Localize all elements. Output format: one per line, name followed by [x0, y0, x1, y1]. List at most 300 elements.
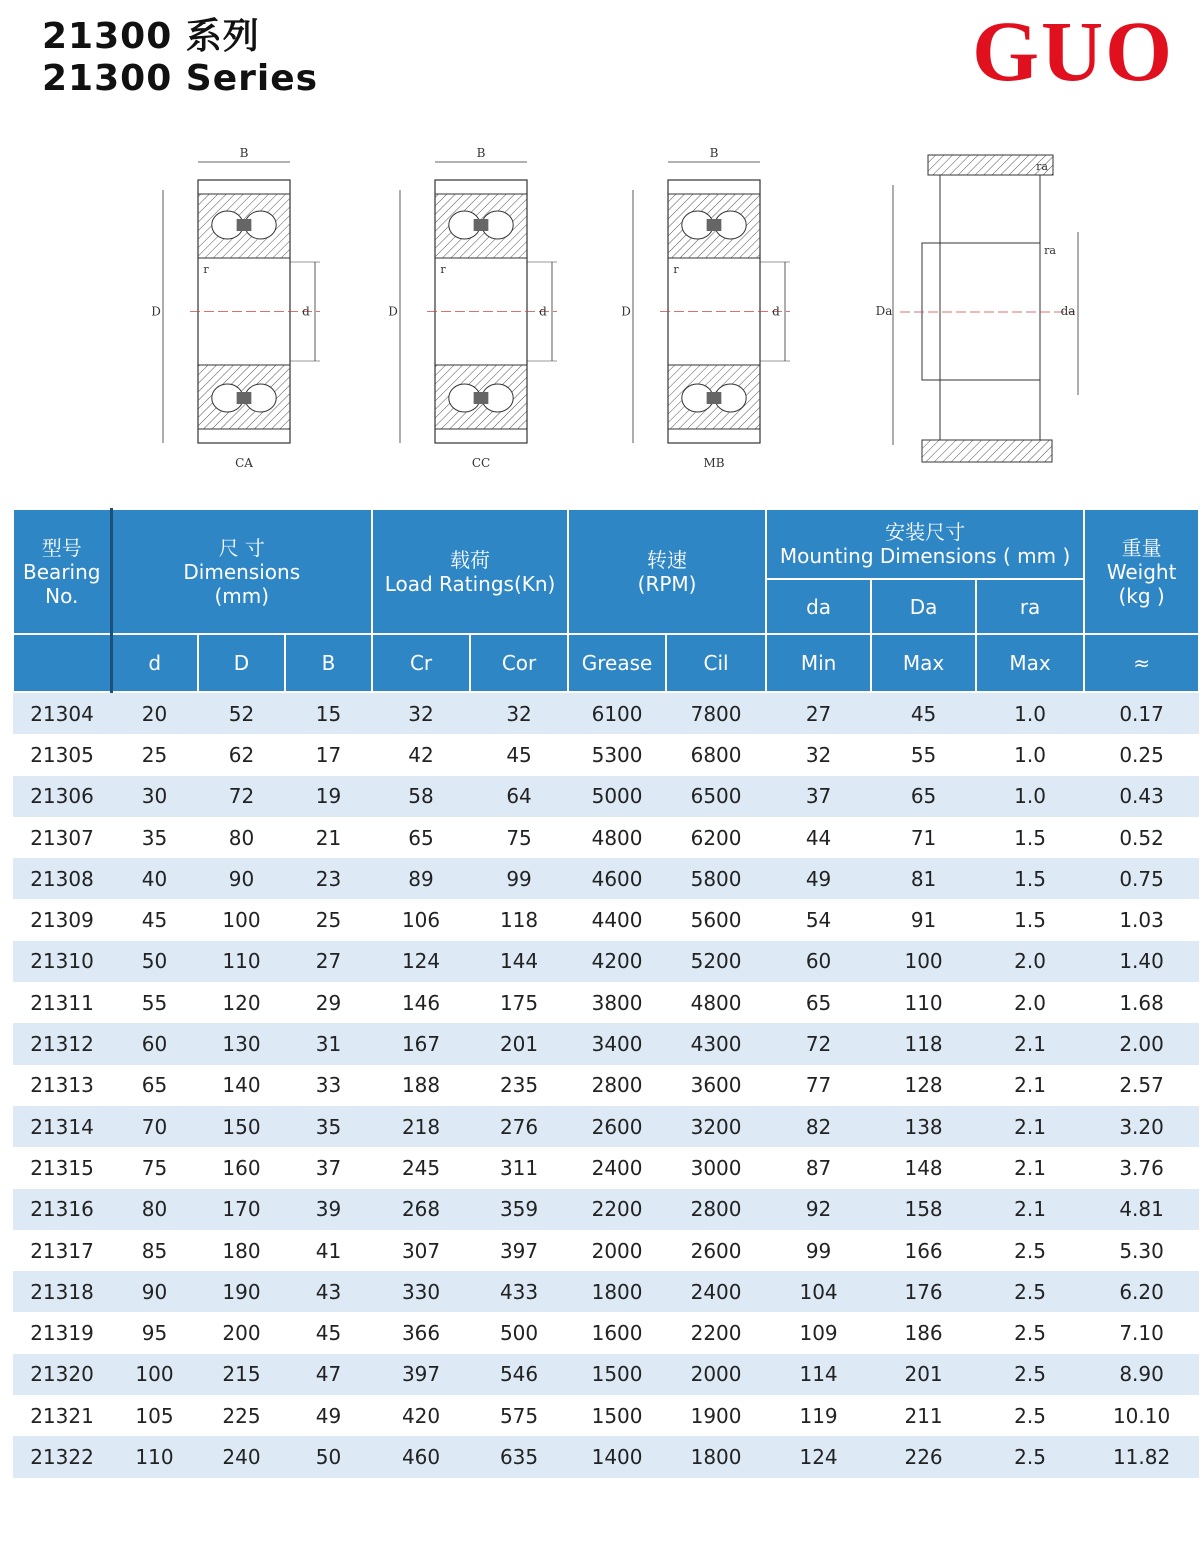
cell-Cor: 45: [470, 734, 568, 775]
cell-Cor: 32: [470, 692, 568, 734]
cell-oil: 1900: [666, 1395, 766, 1436]
cell-ra-max: 2.5: [976, 1354, 1084, 1395]
cell-ra-max: 2.1: [976, 1106, 1084, 1147]
cell-weight: 0.75: [1084, 858, 1199, 899]
cell-da-min: 60: [766, 941, 871, 982]
cell-d: 70: [111, 1106, 198, 1147]
cell-d: 80: [111, 1189, 198, 1230]
cage-top: [474, 219, 489, 231]
label-r: r: [673, 263, 679, 276]
caption: MB: [703, 456, 725, 470]
cell-Da-max: 176: [871, 1271, 976, 1312]
cell-D: 120: [198, 982, 285, 1023]
cell-ra-max: 2.5: [976, 1436, 1084, 1477]
cell-da-min: 44: [766, 817, 871, 858]
cell-B: 43: [285, 1271, 372, 1312]
table-row: [13, 1065, 1199, 1106]
bearing-drawing-mb: [621, 146, 790, 470]
header-min: Min: [766, 634, 871, 692]
cell-D: 62: [198, 734, 285, 775]
header-D: D: [198, 634, 285, 692]
cell-Cr: 460: [372, 1436, 470, 1477]
cell-weight: 0.43: [1084, 776, 1199, 817]
cell-oil: 4300: [666, 1023, 766, 1064]
cell-weight: 6.20: [1084, 1271, 1199, 1312]
table-row: [13, 1312, 1199, 1353]
cell-Cr: 146: [372, 982, 470, 1023]
cell-grease: 4200: [568, 941, 666, 982]
cell-grease: 4400: [568, 899, 666, 940]
cell-D: 110: [198, 941, 285, 982]
cell-da-min: 114: [766, 1354, 871, 1395]
table-row: [13, 1354, 1199, 1395]
cell-ra-max: 1.0: [976, 734, 1084, 775]
cell-Cor: 64: [470, 776, 568, 817]
cell-da-min: 99: [766, 1230, 871, 1271]
cell-Da-max: 65: [871, 776, 976, 817]
cell-D: 130: [198, 1023, 285, 1064]
cell-d: 95: [111, 1312, 198, 1353]
cell-da-min: 27: [766, 692, 871, 734]
cell-da-min: 124: [766, 1436, 871, 1477]
cell-Da-max: 138: [871, 1106, 976, 1147]
cell-Da-max: 110: [871, 982, 976, 1023]
header-d: d: [111, 634, 198, 692]
cell-grease: 2400: [568, 1147, 666, 1188]
cell-B: 41: [285, 1230, 372, 1271]
cell-bearing-no: 21312: [13, 1023, 111, 1064]
table-row: [13, 1395, 1199, 1436]
cell-D: 160: [198, 1147, 285, 1188]
cell-Da-max: 71: [871, 817, 976, 858]
cell-grease: 6100: [568, 692, 666, 734]
cell-D: 80: [198, 817, 285, 858]
cell-Cor: 276: [470, 1106, 568, 1147]
cell-ra-max: 2.5: [976, 1395, 1084, 1436]
cell-D: 72: [198, 776, 285, 817]
cell-ra-max: 1.5: [976, 858, 1084, 899]
label-B: B: [476, 146, 486, 160]
cell-weight: 10.10: [1084, 1395, 1199, 1436]
cell-Cor: 397: [470, 1230, 568, 1271]
cell-weight: 8.90: [1084, 1354, 1199, 1395]
cage-top: [707, 219, 722, 231]
header-max-Da: Max: [871, 634, 976, 692]
table-row: [13, 982, 1199, 1023]
cell-weight: 4.81: [1084, 1189, 1199, 1230]
cell-bearing-no: 21309: [13, 899, 111, 940]
cell-Da-max: 201: [871, 1354, 976, 1395]
housing-bottom: [922, 440, 1052, 462]
cell-Cr: 58: [372, 776, 470, 817]
cell-Cr: 245: [372, 1147, 470, 1188]
cell-bearing-no: 21310: [13, 941, 111, 982]
cell-da-min: 82: [766, 1106, 871, 1147]
header-load-ratings: 载荷 Load Ratings(Kn): [372, 509, 568, 634]
table-row: [13, 1230, 1199, 1271]
cell-B: 29: [285, 982, 372, 1023]
cell-da-min: 92: [766, 1189, 871, 1230]
cell-ra-max: 1.0: [976, 776, 1084, 817]
cell-oil: 5200: [666, 941, 766, 982]
cell-da-min: 77: [766, 1065, 871, 1106]
cell-ra-max: 2.1: [976, 1065, 1084, 1106]
header-blank: [13, 634, 111, 692]
cell-ra-max: 2.5: [976, 1271, 1084, 1312]
cell-B: 21: [285, 817, 372, 858]
cell-B: 23: [285, 858, 372, 899]
cell-d: 20: [111, 692, 198, 734]
cell-weight: 5.30: [1084, 1230, 1199, 1271]
cell-weight: 0.25: [1084, 734, 1199, 775]
header-Cr: Cr: [372, 634, 470, 692]
table-row: [13, 734, 1199, 775]
cell-Cr: 167: [372, 1023, 470, 1064]
cell-Cr: 307: [372, 1230, 470, 1271]
label-ra-side: ra: [1044, 244, 1056, 257]
cell-grease: 1400: [568, 1436, 666, 1477]
label-B: B: [239, 146, 249, 160]
cell-B: 35: [285, 1106, 372, 1147]
label-r: r: [440, 263, 446, 276]
cell-d: 75: [111, 1147, 198, 1188]
header-ra: ra: [976, 579, 1084, 634]
cell-ra-max: 2.0: [976, 982, 1084, 1023]
cell-d: 100: [111, 1354, 198, 1395]
table-row: [13, 1023, 1199, 1064]
cell-D: 90: [198, 858, 285, 899]
label-d: d: [302, 304, 310, 319]
cell-ra-max: 1.5: [976, 817, 1084, 858]
cell-da-min: 65: [766, 982, 871, 1023]
header-dimensions: 尺 寸 Dimensions (mm): [111, 509, 372, 634]
cell-Da-max: 55: [871, 734, 976, 775]
cell-bearing-no: 21311: [13, 982, 111, 1023]
cell-B: 17: [285, 734, 372, 775]
cell-Da-max: 91: [871, 899, 976, 940]
cell-Da-max: 186: [871, 1312, 976, 1353]
cell-Cor: 546: [470, 1354, 568, 1395]
cell-Cr: 188: [372, 1065, 470, 1106]
cell-bearing-no: 21318: [13, 1271, 111, 1312]
cell-bearing-no: 21304: [13, 692, 111, 734]
cell-weight: 2.00: [1084, 1023, 1199, 1064]
cell-da-min: 49: [766, 858, 871, 899]
title-english: 21300 Series: [42, 58, 319, 99]
cell-B: 45: [285, 1312, 372, 1353]
header-weight: 重量 Weight (kg ): [1084, 509, 1199, 634]
cell-B: 25: [285, 899, 372, 940]
table-row: [13, 1436, 1199, 1477]
cell-oil: 2400: [666, 1271, 766, 1312]
cell-bearing-no: 21319: [13, 1312, 111, 1353]
cage-bottom: [237, 392, 252, 404]
table-row: [13, 776, 1199, 817]
cell-B: 50: [285, 1436, 372, 1477]
cell-Da-max: 128: [871, 1065, 976, 1106]
cell-ra-max: 2.5: [976, 1230, 1084, 1271]
cell-d: 45: [111, 899, 198, 940]
cell-ra-max: 2.1: [976, 1147, 1084, 1188]
table-row: [13, 1147, 1199, 1188]
cell-Da-max: 226: [871, 1436, 976, 1477]
cell-Cor: 311: [470, 1147, 568, 1188]
header-da: da: [766, 579, 871, 634]
cell-Da-max: 211: [871, 1395, 976, 1436]
cell-bearing-no: 21313: [13, 1065, 111, 1106]
cell-grease: 3800: [568, 982, 666, 1023]
cell-oil: 3000: [666, 1147, 766, 1188]
cell-B: 27: [285, 941, 372, 982]
cell-weight: 0.52: [1084, 817, 1199, 858]
cell-bearing-no: 21322: [13, 1436, 111, 1477]
cell-oil: 3600: [666, 1065, 766, 1106]
cell-B: 33: [285, 1065, 372, 1106]
cell-D: 180: [198, 1230, 285, 1271]
label-r: r: [203, 263, 209, 276]
cell-Da-max: 45: [871, 692, 976, 734]
cell-Cor: 575: [470, 1395, 568, 1436]
cell-grease: 5300: [568, 734, 666, 775]
cell-ra-max: 2.1: [976, 1189, 1084, 1230]
label-d: d: [539, 304, 547, 319]
cell-d: 30: [111, 776, 198, 817]
cell-weight: 1.03: [1084, 899, 1199, 940]
label-d: d: [772, 304, 780, 319]
cell-d: 55: [111, 982, 198, 1023]
cell-D: 100: [198, 899, 285, 940]
cell-grease: 2000: [568, 1230, 666, 1271]
table-row: [13, 1106, 1199, 1147]
cell-bearing-no: 21306: [13, 776, 111, 817]
label-D: D: [621, 304, 631, 319]
cell-Da-max: 148: [871, 1147, 976, 1188]
mount-bore: [940, 243, 1040, 380]
cell-B: 47: [285, 1354, 372, 1395]
header-oil: Cil: [666, 634, 766, 692]
cell-D: 225: [198, 1395, 285, 1436]
cell-bearing-no: 21307: [13, 817, 111, 858]
cell-Cor: 75: [470, 817, 568, 858]
cell-Cor: 500: [470, 1312, 568, 1353]
cell-d: 50: [111, 941, 198, 982]
cell-grease: 2600: [568, 1106, 666, 1147]
header-Da: Da: [871, 579, 976, 634]
cell-grease: 1500: [568, 1395, 666, 1436]
label-D: D: [151, 304, 161, 319]
cell-Cr: 124: [372, 941, 470, 982]
cell-Cor: 118: [470, 899, 568, 940]
cell-d: 110: [111, 1436, 198, 1477]
cell-bearing-no: 21321: [13, 1395, 111, 1436]
cell-B: 37: [285, 1147, 372, 1188]
mount-ring-top: [940, 175, 1040, 243]
cell-B: 31: [285, 1023, 372, 1064]
cell-B: 15: [285, 692, 372, 734]
cell-weight: 1.40: [1084, 941, 1199, 982]
cell-grease: 1600: [568, 1312, 666, 1353]
cell-Da-max: 158: [871, 1189, 976, 1230]
cell-Cor: 359: [470, 1189, 568, 1230]
cell-Cor: 201: [470, 1023, 568, 1064]
cell-da-min: 109: [766, 1312, 871, 1353]
cell-weight: 3.76: [1084, 1147, 1199, 1188]
cage-bottom: [707, 392, 722, 404]
cell-Da-max: 166: [871, 1230, 976, 1271]
mount-ring-bottom: [940, 380, 1040, 440]
cell-D: 190: [198, 1271, 285, 1312]
cell-D: 150: [198, 1106, 285, 1147]
header-max-ra: Max: [976, 634, 1084, 692]
cell-Cor: 235: [470, 1065, 568, 1106]
cell-Cr: 268: [372, 1189, 470, 1230]
cell-Cor: 433: [470, 1271, 568, 1312]
cell-oil: 6500: [666, 776, 766, 817]
cell-oil: 7800: [666, 692, 766, 734]
cell-D: 52: [198, 692, 285, 734]
table-body: [13, 692, 1199, 1478]
cell-weight: 11.82: [1084, 1436, 1199, 1477]
bearing-drawings-svg: [0, 140, 1200, 490]
cell-grease: 4800: [568, 817, 666, 858]
cell-D: 140: [198, 1065, 285, 1106]
label-ra-top: ra: [1036, 160, 1048, 173]
cell-D: 170: [198, 1189, 285, 1230]
cell-bearing-no: 21308: [13, 858, 111, 899]
header-grease: Grease: [568, 634, 666, 692]
cell-bearing-no: 21320: [13, 1354, 111, 1395]
cell-D: 215: [198, 1354, 285, 1395]
header-B: B: [285, 634, 372, 692]
cell-bearing-no: 21316: [13, 1189, 111, 1230]
cell-weight: 7.10: [1084, 1312, 1199, 1353]
cell-oil: 5600: [666, 899, 766, 940]
cell-d: 85: [111, 1230, 198, 1271]
cell-weight: 3.20: [1084, 1106, 1199, 1147]
cell-da-min: 104: [766, 1271, 871, 1312]
cell-oil: 1800: [666, 1436, 766, 1477]
cell-weight: 1.68: [1084, 982, 1199, 1023]
cell-d: 60: [111, 1023, 198, 1064]
cell-oil: 5800: [666, 858, 766, 899]
cell-grease: 4600: [568, 858, 666, 899]
cell-d: 40: [111, 858, 198, 899]
cell-Cr: 420: [372, 1395, 470, 1436]
cell-bearing-no: 21317: [13, 1230, 111, 1271]
label-Da: Da: [875, 304, 893, 318]
cell-B: 49: [285, 1395, 372, 1436]
cell-Cr: 106: [372, 899, 470, 940]
header-bearing-no: 型号 Bearing No.: [13, 509, 111, 634]
cell-da-min: 37: [766, 776, 871, 817]
shaft-shoulder: [922, 243, 940, 380]
cell-ra-max: 2.1: [976, 1023, 1084, 1064]
bearing-drawing-cc: [388, 146, 557, 470]
cell-ra-max: 1.0: [976, 692, 1084, 734]
cell-Cr: 397: [372, 1354, 470, 1395]
cell-grease: 2800: [568, 1065, 666, 1106]
cell-oil: 4800: [666, 982, 766, 1023]
cell-Cr: 330: [372, 1271, 470, 1312]
cell-Cr: 32: [372, 692, 470, 734]
cell-bearing-no: 21315: [13, 1147, 111, 1188]
specification-table: [12, 508, 1200, 1478]
cage-bottom: [474, 392, 489, 404]
cell-Cor: 175: [470, 982, 568, 1023]
cell-weight: 0.17: [1084, 692, 1199, 734]
caption: CC: [471, 456, 491, 470]
cell-grease: 1500: [568, 1354, 666, 1395]
cell-d: 35: [111, 817, 198, 858]
cell-da-min: 119: [766, 1395, 871, 1436]
title-chinese: 21300 系列: [42, 16, 260, 57]
table-row: [13, 1189, 1199, 1230]
cell-d: 105: [111, 1395, 198, 1436]
header-approx: ≈: [1084, 634, 1199, 692]
mounting-drawing: [876, 155, 1078, 462]
cell-B: 39: [285, 1189, 372, 1230]
label-da: da: [1060, 304, 1076, 318]
cell-Cor: 144: [470, 941, 568, 982]
cell-ra-max: 1.5: [976, 899, 1084, 940]
cell-grease: 1800: [568, 1271, 666, 1312]
cell-D: 240: [198, 1436, 285, 1477]
cell-Da-max: 118: [871, 1023, 976, 1064]
label-B: B: [709, 146, 719, 160]
cell-da-min: 87: [766, 1147, 871, 1188]
header-speed: 转速 (RPM): [568, 509, 766, 634]
label-D: D: [388, 304, 398, 319]
cell-ra-max: 2.5: [976, 1312, 1084, 1353]
cell-weight: 2.57: [1084, 1065, 1199, 1106]
cell-Cr: 366: [372, 1312, 470, 1353]
cell-da-min: 54: [766, 899, 871, 940]
cell-oil: 6800: [666, 734, 766, 775]
cell-Cr: 218: [372, 1106, 470, 1147]
cell-Da-max: 81: [871, 858, 976, 899]
caption: CA: [235, 456, 253, 470]
cell-grease: 3400: [568, 1023, 666, 1064]
brand-logo: GUO: [972, 3, 1174, 99]
cell-B: 19: [285, 776, 372, 817]
header-mounting-dimensions: 安装尺寸 Mounting Dimensions ( mm ): [766, 509, 1084, 579]
table-row: [13, 899, 1199, 940]
table-row: [13, 1271, 1199, 1312]
cell-bearing-no: 21314: [13, 1106, 111, 1147]
cell-bearing-no: 21305: [13, 734, 111, 775]
table-row: [13, 817, 1199, 858]
cell-da-min: 72: [766, 1023, 871, 1064]
cell-d: 65: [111, 1065, 198, 1106]
cell-ra-max: 2.0: [976, 941, 1084, 982]
cell-D: 200: [198, 1312, 285, 1353]
cell-d: 25: [111, 734, 198, 775]
table-row: [13, 858, 1199, 899]
cell-Cor: 99: [470, 858, 568, 899]
cell-oil: 2000: [666, 1354, 766, 1395]
cell-grease: 5000: [568, 776, 666, 817]
table-row: [13, 692, 1199, 734]
cell-oil: 2200: [666, 1312, 766, 1353]
table-row: [13, 941, 1199, 982]
bearing-drawings: [0, 140, 1200, 490]
cell-d: 90: [111, 1271, 198, 1312]
cage-top: [237, 219, 252, 231]
housing-top: [928, 155, 1053, 175]
cell-oil: 2600: [666, 1230, 766, 1271]
cell-Cr: 42: [372, 734, 470, 775]
bearing-drawing-ca: [151, 146, 320, 470]
